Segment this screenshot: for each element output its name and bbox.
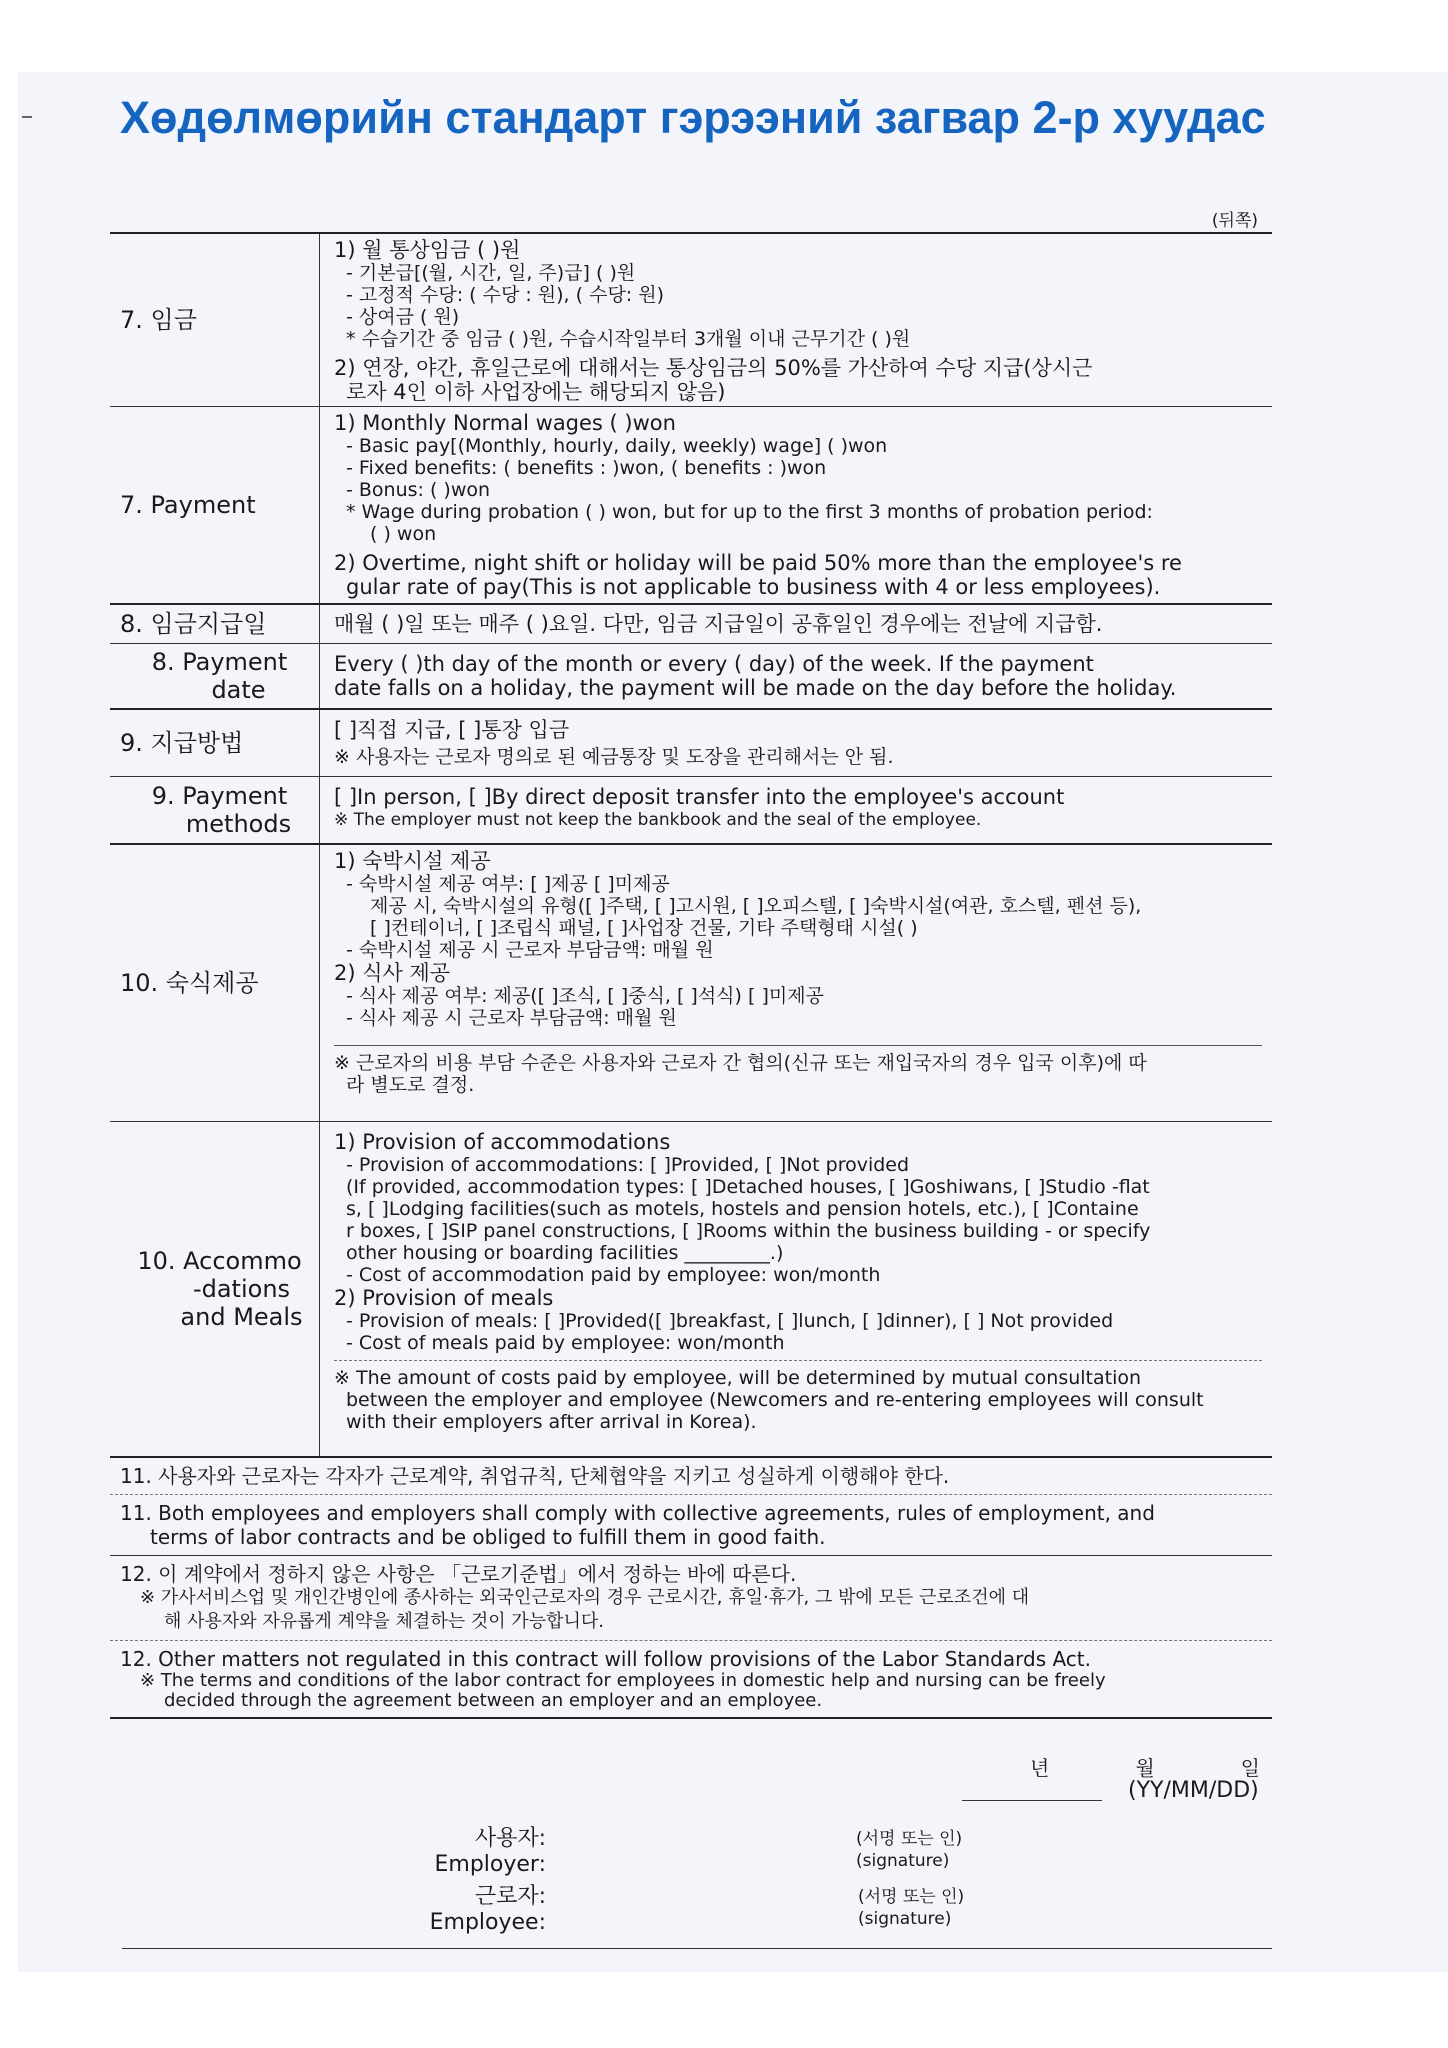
wage-ko-line: - 기본급[(월, 시간, 일, 주)급] ( )원: [346, 262, 636, 284]
clause-12-ko-note: ※ 가사서비스업 및 개인간병인에 종사하는 외국인근로자의 경우 근로시간, 휴일·휴가, 그 밖에 모든 근로조건에 대: [140, 1587, 1030, 1608]
meals-en-note-line: between the employer and employee (Newcomers and re-entering employees will consult: [346, 1389, 1204, 1411]
wage-en-line: 1) Monthly Normal wages ( )won: [334, 411, 676, 435]
paydate-en-label-line: 8. Payment: [151, 648, 288, 676]
employer-signature-field[interactable]: [856, 1828, 962, 1872]
meals-ko-line: - 숙박시설 제공 시 근로자 부담금액: 매월 원: [346, 939, 714, 961]
meals-en-line: 1) Provision of accommodations: [334, 1130, 671, 1154]
meals-en-row: [110, 1122, 1272, 1458]
paydate-en-line: date falls on a holiday, the payment will be made on the day before the holiday.: [334, 676, 1177, 700]
method-en-label-line: 9. Payment: [151, 782, 288, 810]
employer-sign-en: (signature): [856, 1851, 950, 1871]
employee-en: Employee:: [429, 1910, 546, 1935]
paydate-ko-row: [110, 605, 1272, 644]
clause-11-en-line: terms of labor contracts and be obliged to fulfill them in good faith.: [150, 1525, 826, 1549]
wage-en-line: * Wage during probation ( ) won, but for up to the first 3 months of probation period:: [346, 501, 1153, 523]
meals-ko-body: [320, 845, 1272, 1121]
meals-ko-row: [110, 845, 1272, 1122]
wage-en-label: 7. Payment: [110, 407, 320, 603]
method-en-body: [320, 777, 1272, 843]
date-fields: [1030, 1752, 1260, 1781]
wage-en-line: - Basic pay[(Monthly, hourly, daily, weekly) wage] ( )won: [346, 435, 888, 457]
meals-ko-note: [334, 1045, 1262, 1096]
meals-en-note: [334, 1360, 1262, 1433]
meals-en-line: (If provided, accommodation types: [ ]Detached houses, [ ]Goshiwans, [ ]Studio -flat: [346, 1176, 1150, 1198]
paydate-ko-label: 8. 임금지급일: [110, 605, 320, 643]
employer-ko: 사용자:: [474, 1826, 546, 1851]
wage-en-line: 2) Overtime, night shift or holiday will be paid 50% more than the employee's re: [334, 551, 1182, 575]
wage-ko-body: [320, 234, 1272, 406]
meals-ko-label: 10. 숙식제공: [110, 845, 320, 1121]
meals-en-label-line: and Meals: [180, 1303, 303, 1331]
employee-ko: 근로자:: [474, 1884, 546, 1909]
wage-ko-row: [110, 232, 1272, 407]
meals-en-line: - Provision of meals: [ ]Provided([ ]breakfast, [ ]lunch, [ ]dinner), [ ] Not provided: [346, 1310, 1114, 1332]
meals-en-line: - Cost of meals paid by employee: won/month: [346, 1332, 785, 1354]
meals-en-line: - Cost of accommodation paid by employee: won/month: [346, 1264, 881, 1286]
paydate-en-label-line: date: [211, 676, 266, 704]
meals-ko-line: 2) 식사 제공: [334, 961, 451, 985]
meals-en-note-line: ※ The amount of costs paid by employee, will be determined by mutual consultation: [334, 1367, 1142, 1389]
clause-12-en-note: ※ The terms and conditions of the labor contract for employees in domestic help and nursing can be freely: [140, 1670, 1106, 1691]
clause-11-ko-text: 11. 사용자와 근로자는 각자가 근로계약, 취업규칙, 단체협약을 지키고 성실하게 이행해야 한다.: [120, 1464, 950, 1488]
date-year-label: 년: [1030, 1756, 1050, 1780]
meals-ko-line: - 숙박시설 제공 여부: [ ]제공 [ ]미제공: [346, 873, 670, 895]
employer-en: Employer:: [434, 1852, 546, 1877]
wage-en-line: ( ) won: [370, 523, 437, 545]
meals-en-label-line: 10. Accommo: [137, 1247, 302, 1275]
method-en-label-line: methods: [185, 810, 292, 838]
wage-ko-line: - 고정적 수당: ( 수당 : 원), ( 수당: 원): [346, 284, 665, 306]
date-day-label: 일: [1240, 1756, 1260, 1780]
contract-form: [110, 232, 1272, 1719]
clause-11-en: [110, 1495, 1272, 1556]
meals-en-body: [320, 1122, 1272, 1456]
meals-en-label-line: -dations: [192, 1275, 291, 1303]
meals-en-note-line: with their employers after arrival in Korea).: [346, 1411, 757, 1433]
meals-ko-line: 1) 숙박시설 제공: [334, 849, 491, 873]
meals-en-line: r boxes, [ ]SIP panel constructions, [ ]Rooms within the business building - or specify: [346, 1220, 1151, 1242]
method-en-label: [110, 777, 320, 843]
meals-en-line: s, [ ]Lodging facilities(such as motels, hostels and pension hotels, etc.), [ ]Containe: [346, 1198, 1139, 1220]
employee-sign-en: (signature): [858, 1909, 952, 1929]
wage-en-body: [320, 407, 1272, 603]
meals-en-line: 2) Provision of meals: [334, 1286, 554, 1310]
wage-ko-line: * 수습기간 중 임금 ( )원, 수습시작일부터 3개월 이내 근무기간 ( )원: [346, 328, 911, 350]
wage-en-line: gular rate of pay(This is not applicable to business with 4 or less employees).: [346, 575, 1161, 599]
back-side-label: (뒤쪽): [1211, 211, 1258, 231]
date-format: (YY/MM/DD): [1128, 1778, 1259, 1803]
bottom-rule: [122, 1948, 1272, 1949]
paydate-ko-text: 매월 ( )일 또는 매주 ( )요일. 다만, 임금 지급일이 공휴일인 경우에는 전날에 지급함.: [334, 612, 1103, 636]
employee-label: [336, 1884, 546, 1936]
meals-ko-note-line: 라 별도로 결정.: [346, 1074, 475, 1096]
method-en-line: [ ]In person, [ ]By direct deposit transfer into the employee's account: [334, 785, 1065, 809]
wage-ko-line: 1) 월 통상임금 ( )원: [334, 238, 521, 262]
meals-en-line: other housing or boarding facilities _________.): [346, 1242, 784, 1264]
method-en-note: ※ The employer must not keep the bankbook and the seal of the employee.: [334, 810, 982, 830]
meals-ko-line: - 식사 제공 시 근로자 부담금액: 매월 원: [346, 1007, 677, 1029]
clause-11-ko: [110, 1458, 1272, 1495]
clause-12-ko-note: 해 사용자와 자유롭게 계약을 체결하는 것이 가능합니다.: [164, 1611, 604, 1632]
wage-en-line: - Bonus: ( )won: [346, 479, 491, 501]
wage-ko-line: - 상여금 ( 원): [346, 306, 460, 328]
method-ko-label: 9. 지급방법: [110, 710, 320, 776]
method-en-row: [110, 777, 1272, 845]
meals-ko-note-line: ※ 근로자의 비용 부담 수준은 사용자와 근로자 간 협의(신규 또는 재입국자의 경우 입국 이후)에 따: [334, 1052, 1147, 1074]
method-ko-body: [320, 710, 1272, 776]
method-ko-note: ※ 사용자는 근로자 명의로 된 예금통장 및 도장을 관리해서는 안 됨.: [334, 746, 894, 768]
wage-en-line: - Fixed benefits: ( benefits : )won, ( benefits : )won: [346, 457, 827, 479]
clause-12-ko: [110, 1556, 1272, 1641]
paydate-ko-body: [320, 605, 1272, 643]
clause-12-ko-text: 12. 이 계약에서 정하지 않은 사항은 「근로기준법」에서 정하는 바에 따른다.: [120, 1562, 797, 1586]
meals-en-label: [110, 1122, 320, 1456]
page-title: Хөдөлмөрийн стандарт гэрээний загвар 2-р хуудас: [120, 92, 1266, 143]
paydate-en-line: Every ( )th day of the month or every ( day) of the week. If the payment: [334, 652, 1094, 676]
method-ko-row: [110, 710, 1272, 777]
clause-11-en-line: 11. Both employees and employers shall comply with collective agreements, rules of employment, and: [120, 1501, 1155, 1525]
employee-sign-ko: (서명 또는 인): [858, 1887, 965, 1907]
meals-ko-line: 제공 시, 숙박시설의 유형([ ]주택, [ ]고시원, [ ]오피스텔, [ ]숙박시설(여관, 호스텔, 펜션 등),: [370, 895, 1142, 917]
meals-en-line: - Provision of accommodations: [ ]Provided, [ ]Not provided: [346, 1154, 910, 1176]
wage-en-row: [110, 407, 1272, 605]
employer-label: [336, 1826, 546, 1878]
clause-12-en-note: decided through the agreement between an employer and an employee.: [164, 1690, 823, 1711]
wage-ko-label: 7. 임금: [110, 234, 320, 406]
wage-ko-line: 로자 4인 이하 사업장에는 해당되지 않음): [346, 380, 726, 404]
wage-ko-line: 2) 연장, 야간, 휴일근로에 대해서는 통상임금의 50%를 가산하여 수당 지급(상시근: [334, 356, 1093, 380]
paydate-en-body: [320, 644, 1272, 708]
scan-mark: [22, 116, 32, 118]
clause-12-en-text: 12. Other matters not regulated in this contract will follow provisions of the Labor Standards Act.: [120, 1647, 1091, 1671]
date-month-label: 월: [1135, 1756, 1155, 1780]
date-underline[interactable]: [962, 1800, 1102, 1801]
employer-sign-ko: (서명 또는 인): [856, 1829, 963, 1849]
meals-ko-line: [ ]컨테이너, [ ]조립식 패널, [ ]사업장 건물, 기타 주택형태 시설( ): [370, 917, 918, 939]
employee-signature-field[interactable]: [858, 1886, 964, 1930]
clause-12-en: [110, 1641, 1272, 1719]
paydate-en-label: [110, 644, 320, 708]
method-ko-line: [ ]직접 지급, [ ]통장 입금: [334, 718, 570, 742]
paydate-en-row: [110, 644, 1272, 710]
meals-ko-line: - 식사 제공 여부: 제공([ ]조식, [ ]중식, [ ]석식) [ ]미제공: [346, 985, 824, 1007]
